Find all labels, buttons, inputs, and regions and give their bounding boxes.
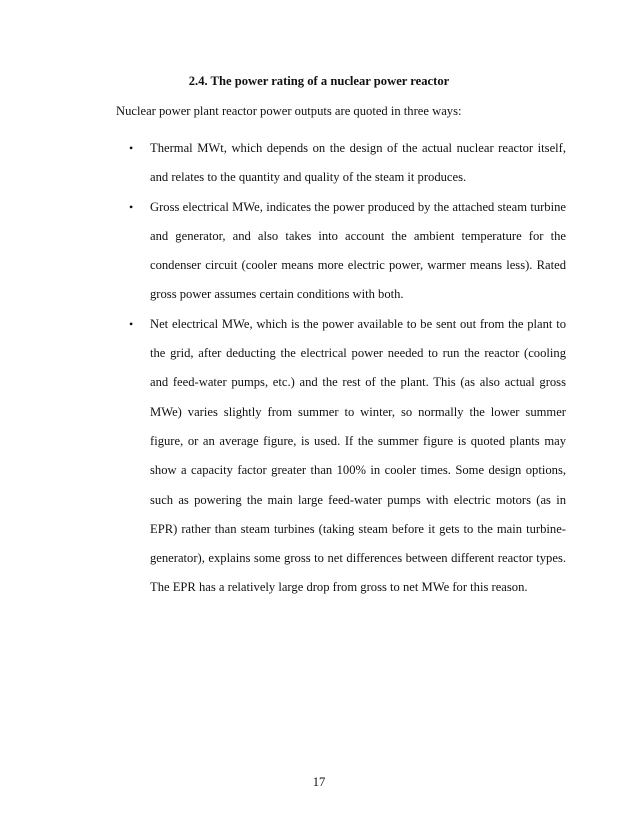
bullet-text-line: Gross electrical MWe, indicates the power produced by the attached steam turbine — [150, 199, 566, 214]
bullet-text-line: generator), explains some gross to net differences between different reactor types. — [150, 551, 566, 566]
bullet-text-line: condenser circuit (cooler means more electric power, warmer means less). Rated — [150, 258, 566, 273]
bullet-text-line: EPR) rather than steam turbines (taking steam before it gets to the main turbine- — [150, 521, 566, 536]
bullet-list — [116, 134, 566, 603]
bullet-text-line: The EPR has a relatively large drop from gross to net MWe for this reason. — [150, 580, 528, 595]
bullet-text-line: Net electrical MWe, which is the power available to be sent out from the plant to — [150, 316, 566, 331]
bullet-text-line: the grid, after deducting the electrical power needed to run the reactor (cooling — [150, 346, 566, 361]
bullet-text-line: show a capacity factor greater than 100% in cooler times. Some design options, — [150, 463, 566, 478]
bullet-text-line: figure, or an average figure, is used. If the summer figure is quoted plants may — [150, 433, 566, 448]
bullet-text-line: and generator, and also takes into account the ambient temperature for the — [150, 228, 566, 243]
bullet-text-line: and feed-water pumps, etc.) and the rest of the plant. This (as also actual gross — [150, 375, 566, 390]
bullet-text-line: Thermal MWt, which depends on the design of the actual nuclear reactor itself, — [150, 141, 566, 155]
bullet-item-net — [116, 310, 566, 603]
bullet-icon: • — [129, 316, 134, 331]
bullet-text-line: gross power assumes certain conditions with both. — [150, 287, 404, 302]
bullet-item-thermal — [116, 134, 566, 193]
page-number: 17 — [312, 775, 326, 789]
section-heading: 2.4. The power rating of a nuclear power reactor — [188, 74, 450, 88]
bullet-icon: • — [129, 199, 134, 214]
bullet-text-line: and relates to the quantity and quality of the steam it produces. — [150, 170, 467, 185]
bullet-text-line: MWe) varies slightly from summer to winter, so normally the lower summer — [150, 404, 566, 419]
bullet-item-gross — [116, 193, 566, 310]
bullet-icon: • — [129, 141, 134, 155]
bullet-text-line: such as powering the main large feed-water pumps with electric motors (as in — [150, 492, 566, 507]
intro-paragraph: Nuclear power plant reactor power outputs are quoted in three ways: — [116, 104, 462, 118]
